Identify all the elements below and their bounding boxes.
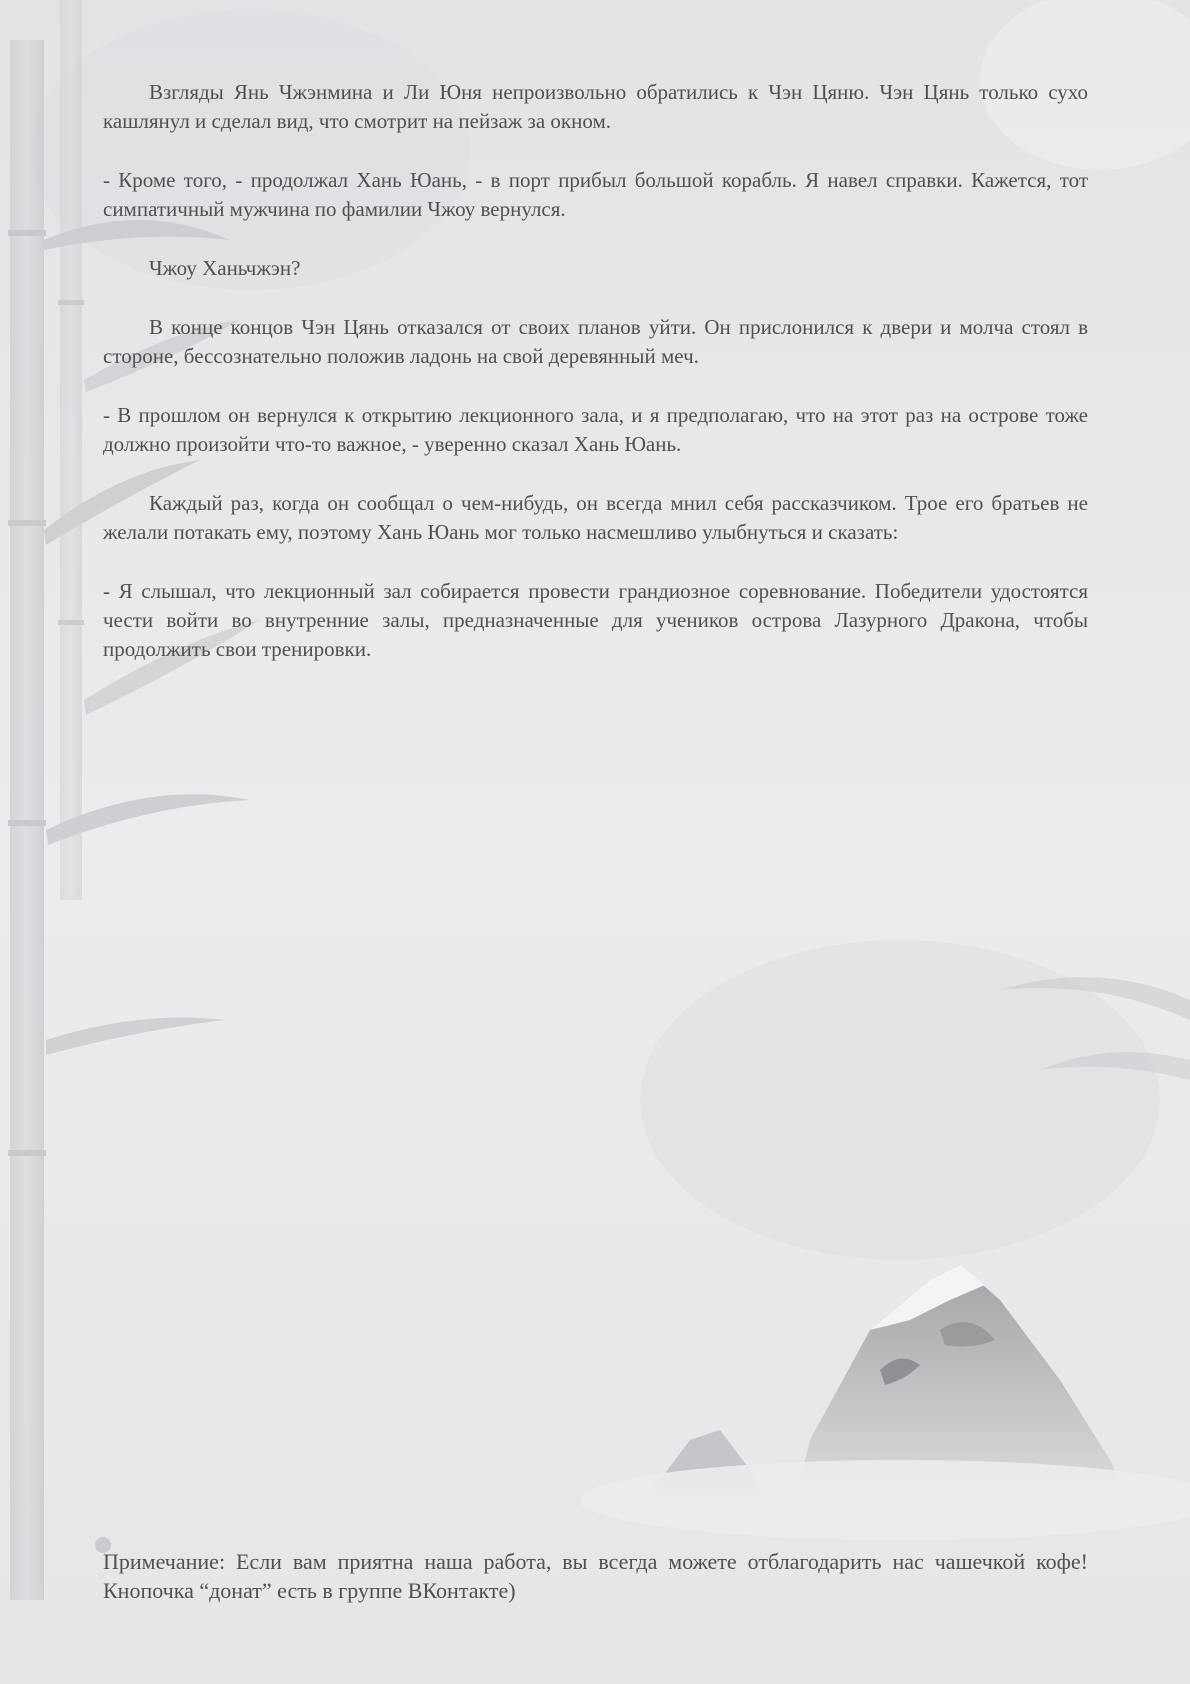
- paragraph-7: - Я слышал, что лекционный зал собирается провести грандиозное соревнование. Победители удостоятся чести войти во внутренние залы, предназначенные для учеников острова Лазурного Дракона, чтобы продолжить свои тренировки.: [103, 579, 1088, 661]
- footer-note: Примечание: Если вам приятна наша работа, вы всегда можете отблагодарить нас чашечкой кофе! Кнопочка “донат” есть в группе ВКонтакте): [103, 1549, 1088, 1603]
- story-text: [103, 78, 1088, 694]
- paragraph-2: - Кроме того, - продолжал Хань Юань, - в порт прибыл большой корабль. Я навел справки. Кажется, тот симпатичный мужчина по фамилии Чжоу вернулся.: [103, 168, 1088, 221]
- paragraph-1: Взгляды Янь Чжэнмина и Ли Юня непроизвольно обратились к Чэн Цяню. Чэн Цянь только сухо кашлянул и сделал вид, что смотрит на пейзаж за окном.: [103, 80, 1088, 133]
- paragraph-4: В конце концов Чэн Цянь отказался от своих планов уйти. Он прислонился к двери и молча стоял в стороне, бессознательно положив ладонь на свой деревянный меч.: [103, 315, 1088, 368]
- paragraph-6: Каждый раз, когда он сообщал о чем-нибудь, он всегда мнил себя рассказчиком. Трое его братьев не желали потакать ему, поэтому Хань Юань мог только насмешливо улыбнуться и сказать:: [103, 491, 1088, 544]
- paragraph-5: - В прошлом он вернулся к открытию лекционного зала, и я предполагаю, что на этот раз на острове тоже должно произойти что-то важное, - уверенно сказал Хань Юань.: [103, 403, 1088, 456]
- paragraph-3: Чжоу Ханьчжэн?: [149, 256, 301, 280]
